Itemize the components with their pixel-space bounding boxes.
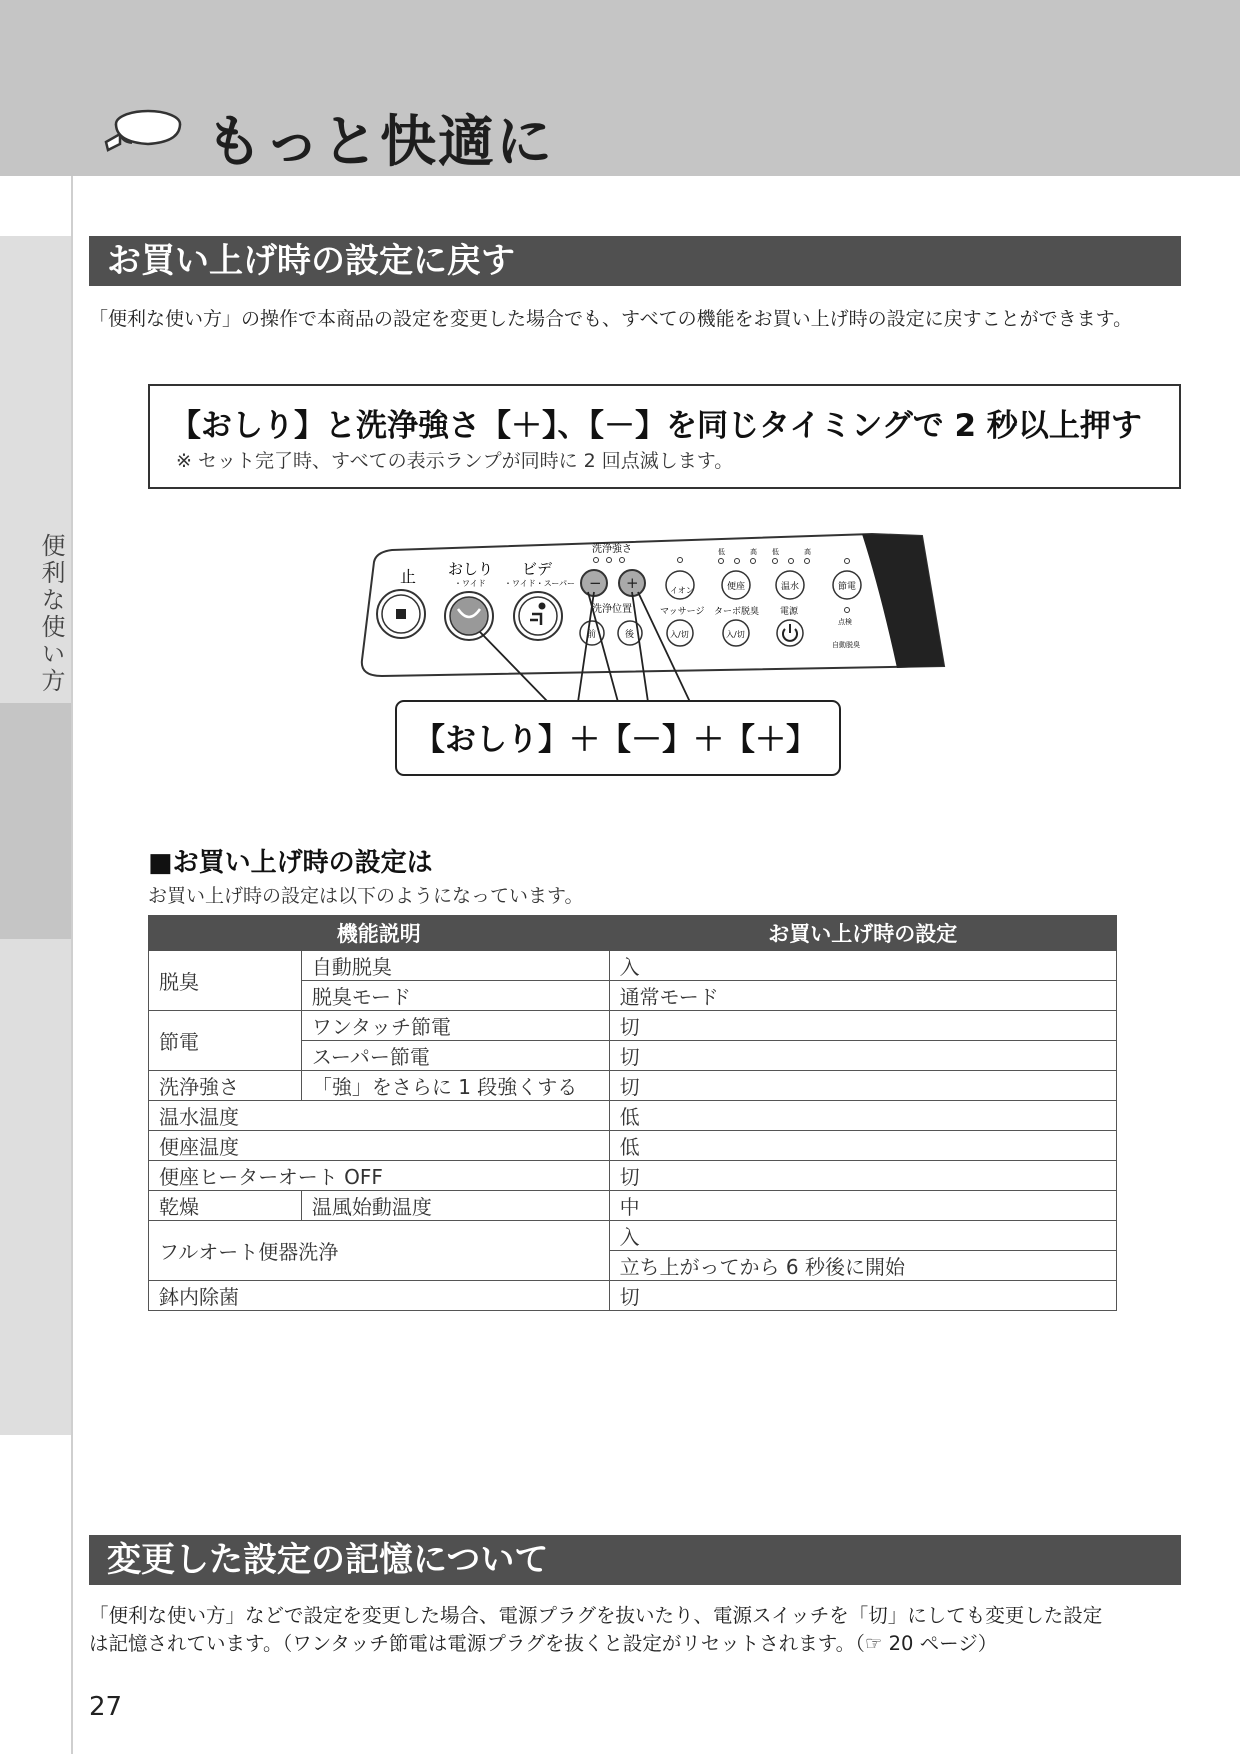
row-sublabel: 「強」をさらに 1 段強くする — [301, 1071, 609, 1101]
stop-icon — [396, 609, 406, 619]
bide-label: ビデ — [522, 560, 553, 578]
row-value: 切 — [609, 1041, 1116, 1071]
sidebar-tab — [0, 939, 71, 1435]
col-header-default: お買い上げ時の設定 — [609, 916, 1116, 951]
table-row — [149, 1071, 1117, 1101]
page-title: もっと快適に — [206, 110, 554, 175]
row-value: 切 — [609, 1011, 1116, 1041]
plus-label: + — [626, 574, 639, 592]
minus-label: − — [589, 574, 602, 592]
table-row — [149, 1221, 1117, 1251]
water-label: 温水 — [781, 582, 800, 592]
seat-temp-high: 高 — [750, 548, 757, 556]
row-sublabel: 温風始動温度 — [301, 1191, 609, 1221]
water-temp-low: 低 — [772, 548, 779, 556]
massage-on-off: 入/切 — [670, 630, 689, 639]
power-label: 電源 — [780, 607, 799, 617]
table-row — [149, 1131, 1117, 1161]
defaults-note: お買い上げ時の設定は以下のようになっています。 — [148, 885, 584, 907]
toilet-seat-icon — [102, 104, 184, 156]
sidebar-chapter-label: 便利な使い方 — [37, 533, 65, 695]
callout-text: 【おしり】＋【－】＋【＋】 — [414, 722, 817, 758]
remote-panel-diagram — [352, 530, 952, 780]
row-value: 入 — [609, 1221, 1116, 1251]
row-value: 入 — [609, 951, 1116, 981]
row-sublabel: 自動脱臭 — [301, 951, 609, 981]
table-row — [149, 951, 1117, 981]
table-header-row — [149, 916, 1117, 951]
turbo-on-off: 入/切 — [726, 630, 745, 639]
row-label: 温水温度 — [149, 1101, 610, 1131]
col-header-function: 機能説明 — [149, 916, 610, 951]
row-value: 切 — [609, 1161, 1116, 1191]
row-label: 鉢内除菌 — [149, 1281, 610, 1311]
row-label: 脱臭 — [149, 951, 302, 1011]
blink-label: 点検 — [838, 618, 852, 626]
row-value: 低 — [609, 1101, 1116, 1131]
memory-text-line2: は記憶されています。（ワンタッチ節電は電源プラグを抜くと設定がリセットされます。（☞ 20 ページ） — [89, 1632, 998, 1655]
table-row — [149, 1161, 1117, 1191]
defaults-table — [148, 915, 1117, 1311]
row-label: フルオート便器洗浄 — [149, 1221, 610, 1281]
turbo-label: ターボ脱臭 — [714, 607, 760, 617]
seat-label: 便座 — [727, 582, 746, 592]
eco-label: 節電 — [838, 582, 857, 592]
row-value: 中 — [609, 1191, 1116, 1221]
front-label: 前 — [587, 630, 597, 640]
row-value: 低 — [609, 1131, 1116, 1161]
nozzle-position-label: 洗浄位置 — [592, 604, 632, 615]
row-label: 乾燥 — [149, 1191, 302, 1221]
page-number: 27 — [89, 1692, 123, 1722]
row-value: 通常モード — [609, 981, 1116, 1011]
defaults-title: ■お買い上げ時の設定は — [148, 848, 433, 878]
sidebar-tab-active — [0, 703, 71, 939]
table-row — [149, 1281, 1117, 1311]
table-row — [149, 1101, 1117, 1131]
page-header — [0, 0, 1240, 176]
table-row — [149, 1011, 1117, 1041]
back-label: 後 — [625, 630, 635, 640]
bide-sub-label: ・ワイド・スーパー — [504, 579, 575, 588]
memory-text-line1: 「便利な使い方」などで設定を変更した場合、電源プラグを抜いたり、電源スイッチを「切」にしても変更した設定 — [89, 1604, 1103, 1627]
row-value: 切 — [609, 1071, 1116, 1101]
stop-label: 止 — [400, 567, 417, 586]
intro-text: 「便利な使い方」の操作で本商品の設定を変更した場合でも、すべての機能をお買い上げ時の設定に戻すことができます。 — [89, 308, 1133, 330]
instruction-note: ※ セット完了時、すべての表示ランプが同時に 2 回点滅します。 — [176, 450, 734, 472]
bide-icon — [539, 603, 546, 610]
row-label: 便座温度 — [149, 1131, 610, 1161]
row-label: 洗浄強さ — [149, 1071, 302, 1101]
row-label: 節電 — [149, 1011, 302, 1071]
oshiri-sub-label: ・ワイド — [454, 579, 486, 588]
oshiri-label: おしり — [448, 560, 494, 578]
row-sublabel: スーパー節電 — [301, 1041, 609, 1071]
section-heading-memory: 変更した設定の記憶について — [89, 1535, 1181, 1585]
section-heading-reset: お買い上げ時の設定に戻す — [89, 236, 1181, 286]
row-sublabel: ワンタッチ節電 — [301, 1011, 609, 1041]
table-row — [149, 1191, 1117, 1221]
row-value: 立ち上がってから 6 秒後に開始 — [609, 1251, 1116, 1281]
wash-strength-label: 洗浄強さ — [592, 544, 632, 555]
massage-label: マッサージ — [660, 607, 705, 617]
auto-deodorize-label: 自動脱臭 — [832, 641, 860, 649]
row-label: 便座ヒーターオート OFF — [149, 1161, 610, 1191]
water-temp-high: 高 — [804, 548, 811, 556]
row-value: 切 — [609, 1281, 1116, 1311]
margin-line — [71, 176, 73, 1754]
seat-temp-low: 低 — [718, 548, 725, 556]
instruction-title: 【おしり】と洗浄強さ【＋】、【－】を同じタイミングで 2 秒以上押す — [170, 408, 1142, 444]
ion-label: イオン — [670, 586, 694, 595]
row-sublabel: 脱臭モード — [301, 981, 609, 1011]
instruction-box — [148, 384, 1181, 489]
